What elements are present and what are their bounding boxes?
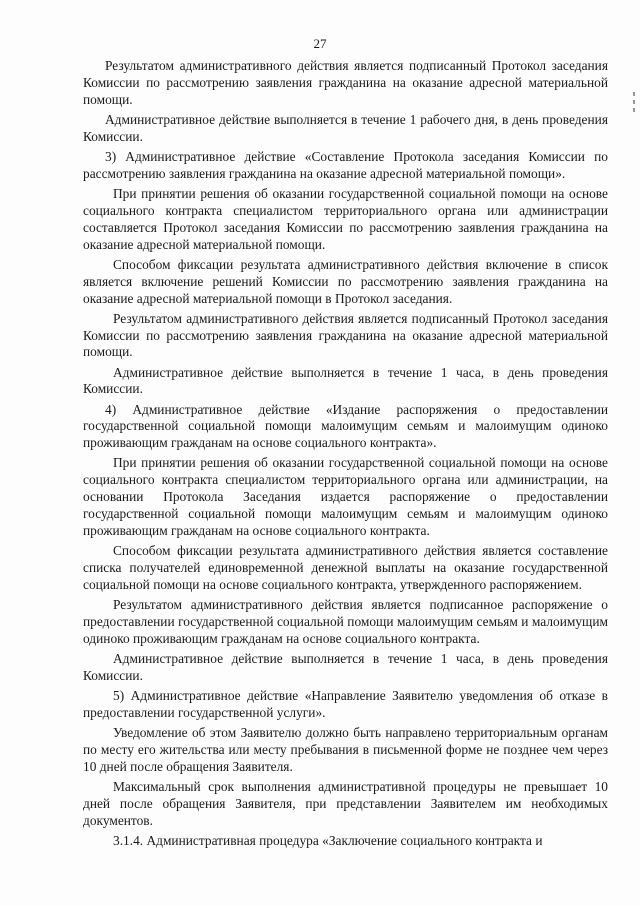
paragraph-duration-hour-2: Административное действие выполняется в течение 1 часа, в день проведения Комиссии. [83,650,608,683]
scan-mark [633,108,635,112]
paragraph-duration-hour: Административное действие выполняется в течение 1 часа, в день проведения Комиссии. [83,364,608,397]
margin-scan-marks [633,92,637,128]
paragraph-result-protocol-2: Результатом административного действия является подписанный Протокол заседания Комиссии по рассмотрению заявления гражданина на оказание адресной материальной помощи. [83,310,608,360]
scan-mark [633,100,635,104]
paragraph-result-protocol: Результатом административного действия является подписанный Протокол заседания Комиссии по рассмотрению заявления гражданина на оказание адресной материальной помощи. [83,58,608,107]
paragraph-order-issued: При принятии решения об оказании государственной социальной помощи на основе социального контракта специалистом территориального органа или администрации, на основании Протокола Заседания издается распоряжение о предоставлении государственной социальной помощи малоимущим семьям и малоимущим одиноко проживающим гражданам на основе социального контракта. [83,455,608,539]
page-number: 27 [313,36,327,51]
document-body [83,58,608,853]
paragraph-protocol-compiled: При принятии решения об оказании государственной социальной помощи на основе социального контракта специалистом территориального органа или администрации составляется Протокол заседания Комиссии по рассмотрению заявления гражданина на оказание адресной материальной помощи. [83,185,608,252]
scan-mark [633,92,635,96]
paragraph-notification: Уведомление об этом Заявителю должно быть направлено территориальным органам по месту его жительства или месту пребывания в письменной форме не позднее чем через 10 дней после обращения Заявителя. [83,724,608,774]
paragraph-procedure-3-1-4: 3.1.4. Административная процедура «Заключение социального контракта и [113,832,543,848]
paragraph-recipients-list: Способом фиксации результата административного действия является составление списка получателей единовременной денежной выплаты на оказание государственной социальной помощи на основе социального контракта, утвержденного распоряжением. [83,543,608,592]
paragraph-action-3-heading: 3) Административное действие «Составление Протокола заседания Комиссии по рассмотрению заявления гражданина на оказание адресной материальной помощи». [83,148,608,181]
paragraph-max-term: Максимальный срок выполнения административной процедуры не превышает 10 дней после обращения Заявителя, при представлении Заявителем им необходимых документов. [83,778,608,828]
paragraph-fixation-method: Способом фиксации результата административного действия включение в список является включение решений Комиссии по рассмотрению заявления гражданина на оказание адресной материальной помощи в Протокол заседания. [83,256,608,306]
paragraph-result-order: Результатом административного действия является подписанное распоряжение о предоставлении государственной социальной помощи малоимущим семьям и малоимущим одиноко проживающим гражданам на основе социального контракта. [83,597,608,646]
paragraph-action-5-heading: 5) Административное действие «Направление Заявителю уведомления об отказе в предоставлении государственной услуги». [83,687,608,720]
paragraph-duration-working-day: Административное действие выполняется в течение 1 рабочего дня, в день проведения Комиссии. [83,111,608,144]
paragraph-action-4-heading: 4) Административное действие «Издание распоряжения о предоставлении государственной социальной помощи малоимущим семьям и малоимущим одиноко проживающим гражданам на основе социального контракта». [83,401,608,451]
